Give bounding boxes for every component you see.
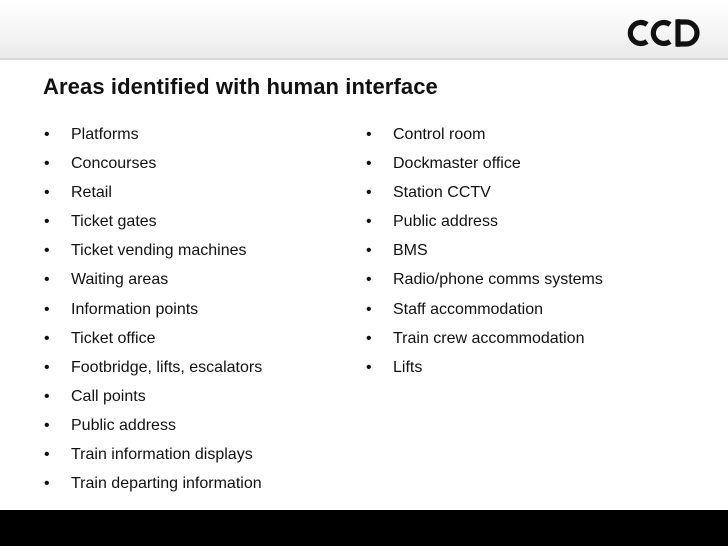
ccd-logo: [626, 18, 702, 48]
list-item: • Platforms: [44, 120, 344, 149]
list-item: • Waiting areas: [44, 265, 344, 294]
list-item: • BMS: [366, 236, 666, 265]
list-item: • Call points: [44, 382, 344, 411]
list-item: • Information points: [44, 295, 344, 324]
right-bullet-list: [366, 120, 666, 382]
footer-bar: [0, 510, 728, 546]
list-item: • Train information displays: [44, 440, 344, 469]
list-item: • Ticket vending machines: [44, 236, 344, 265]
header-band: [0, 0, 728, 60]
list-item: • Footbridge, lifts, escalators: [44, 353, 344, 382]
list-item: • Concourses: [44, 149, 344, 178]
list-item: • Control room: [366, 120, 666, 149]
header-divider: [0, 58, 728, 60]
list-item: • Ticket office: [44, 324, 344, 353]
list-item: • Ticket gates: [44, 207, 344, 236]
list-item: • Public address: [44, 411, 344, 440]
list-item: • Train crew accommodation: [366, 324, 666, 353]
list-item: • Lifts: [366, 353, 666, 382]
list-item: • Dockmaster office: [366, 149, 666, 178]
list-item: • Public address: [366, 207, 666, 236]
list-item: • Station CCTV: [366, 178, 666, 207]
list-item: • Radio/phone comms systems: [366, 265, 666, 294]
list-item: • Train departing information: [44, 469, 344, 498]
slide-title: Areas identified with human interface: [43, 74, 438, 99]
list-item: • Staff accommodation: [366, 295, 666, 324]
list-item: • Retail: [44, 178, 344, 207]
left-bullet-list: [44, 120, 344, 498]
